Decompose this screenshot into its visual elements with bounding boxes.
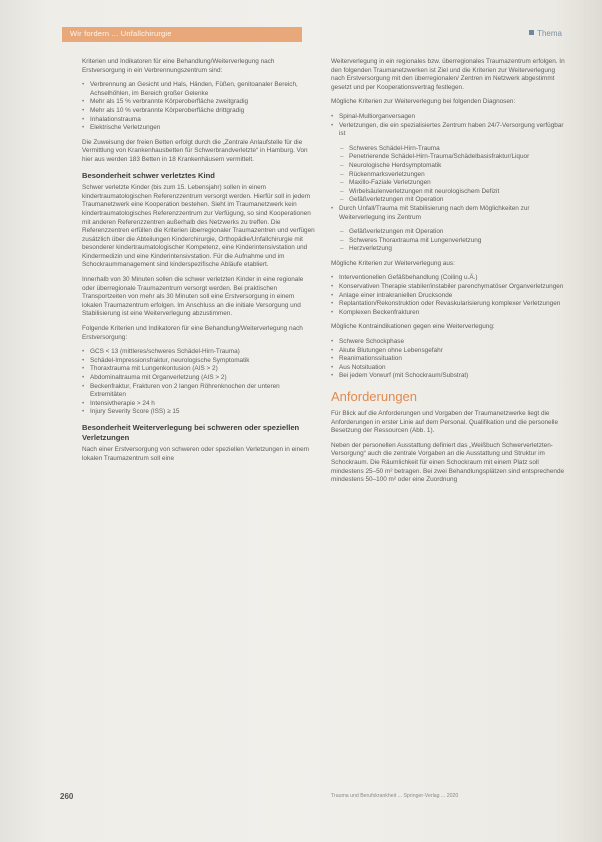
footer-citation: Trauma und Berufskrankheit ... Springer-Verlag ... 2020 xyxy=(331,793,459,799)
criteria-list-3 xyxy=(331,274,565,317)
paragraph: Die Zuweisung der freien Betten erfolgt durch die „Zentrale Anlaufstelle für die Vermittlung von Krankenhausbetten für Schwerbrandverletzte“ in Hamburg. Von hier aus werden 183 Betten in 18 Krankenhäusern vermittelt. xyxy=(82,138,308,163)
diagnosis-list-2 xyxy=(331,205,565,222)
list-item: • Komplexen Beckenfrakturen xyxy=(331,309,565,318)
contraindication-list xyxy=(331,338,565,381)
list-item: • Konservativen Therapie stabiler/instabiler parenchymatöser Organverletzungen xyxy=(331,283,565,292)
paragraph: Mögliche Kriterien zur Weiterverlegung bei folgenden Diagnosen: xyxy=(331,98,516,106)
list-item: – Penetrierende Schädel-Hirn-Trauma/Schädelbasisfraktur/Liquor xyxy=(331,153,565,162)
list-item: • Mehr als 10 % verbrannte Körperoberfläche drittgradig xyxy=(82,107,316,116)
list-item: – Gefäßverletzungen mit Operation xyxy=(331,196,565,205)
list-item: • Intensivtherapie > 24 h xyxy=(82,400,316,409)
page-number: 260 xyxy=(60,792,74,801)
list-item: – Herzverletzung xyxy=(331,245,565,254)
list-item: • Verbrennung an Gesicht und Hals, Händen, Füßen, genitoanaler Bereich, Achselhöhlen, im Bereich großer Gelenke xyxy=(82,81,316,98)
paragraph: Für Blick auf die Anforderungen und Vorgaben der Traumanetzwerke liegt die Anforderungen in erster Linie auf dem Personal. Qualifikation und die personelle Besetzung der Ressourcen (Abb. 1). xyxy=(331,410,559,435)
list-item: • Thoraxtrauma mit Lungenkontusion (AIS > 2) xyxy=(82,365,316,374)
list-item: • Injury Severity Score (ISS) ≥ 15 xyxy=(82,408,316,417)
list-item: • Mehr als 15 % verbrannte Körperoberfläche zweitgradig xyxy=(82,98,316,107)
list-item: – Wirbelsäulenverletzungen mit neurologischem Defizit xyxy=(331,188,565,197)
diagnosis-sublist xyxy=(331,145,565,205)
list-item: • Reanimationssituation xyxy=(331,355,565,364)
paragraph: Kriterien und Indikatoren für eine Behandlung/Weiterverlegung nach Erstversorgung in ein Verbrennungszentrum sind: xyxy=(82,58,275,74)
list-item: • Schwere Schockphase xyxy=(331,338,565,347)
list-item: • Akute Blutungen ohne Lebensgefahr xyxy=(331,347,565,356)
list-item: – Gefäßverletzungen mit Operation xyxy=(331,228,565,237)
list-item: • Interventionellen Gefäßbehandlung (Coiling u.Ä.) xyxy=(331,274,565,283)
list-item: – Neurologische Herdsymptomatik xyxy=(331,162,565,171)
list-item: • Durch Unfall/Trauma mit Stabilisierung nach dem Möglichkeiten zur Weiterverlegung ins Zentrum xyxy=(331,205,565,222)
paragraph: Schwer verletzte Kinder (bis zum 15. Lebensjahr) sollen in einem kindertraumatologischen Referenzzentrum versorgt werden. Hierfür soll in jedem Traumanetzwerk eine Kooperation bestehen. Sieht im Traumanetzwerk kein kindertraumatologisches Referenzzentrum zur Verfügung, so sind Kooperationen mit anderen Referenzzentren außerhalb des Netzwerks zu treffen. Die Referenzzentren erfüllen die Kriterien überregionaler Traumazentren und verfügen zusätzlich über die Abteilungen Kinderchirurgie, Orthopädie/Unfallchirurgie mit besonderer kindertraumatologischer Kompetenz, eine Kinderintensivstation und Kindermedizin und eine Kinderintensivstation. Für die Aufnahme und im Schockraummanagement sind kinderspezifische Abläufe etabliert. xyxy=(82,184,315,269)
diagnosis-sublist-2 xyxy=(331,228,565,254)
paragraph: Innerhalb von 30 Minuten sollen die schwer verletzten Kinder in eine regionale oder überregionale Traumazentrum versorgt werden. Bei praktischen Transportzeiten von mehr als 30 Minuten soll eine Erstversorgung in einem lokalen Traumazentrum erfolgen. Im Anschluss an die initiale Versorgung und Stabilisierung ist eine Weiterverlegung abzustimmen. xyxy=(82,276,304,318)
list-item: • Replantation/Rekonstruktion oder Revaskularisierung komplexer Verletzungen xyxy=(331,300,565,309)
paragraph: Nach einer Erstversorgung von schweren oder speziellen Verletzungen in einem lokalen Traumazentrum soll eine xyxy=(82,446,309,462)
list-item: • Spinal-Multiorganversagen xyxy=(331,113,565,122)
section-header-text: Wir fordern ... Unfallchirurgie xyxy=(70,29,172,38)
section-title: Anforderungen xyxy=(331,389,418,404)
left-column xyxy=(82,58,316,469)
list-item: • Anlage einer intrakraniellen Drucksonde xyxy=(331,292,565,301)
list-item: – Rückenmarksverletzungen xyxy=(331,171,565,180)
list-item: • GCS < 13 (mittleres/schweres Schädel-Hirn-Trauma) xyxy=(82,348,316,357)
square-bullet-icon xyxy=(529,30,534,35)
list-item: – Schweres Schädel-Hirn-Trauma xyxy=(331,145,565,154)
right-column xyxy=(331,58,565,491)
list-item: • Bei jedem Vorwurf (mit Schockraum/Substrat) xyxy=(331,372,565,381)
paragraph: Weiterverlegung in ein regionales bzw. überregionales Traumazentrum erfolgen. In den folgenden Traumanetzwerken ist Ziel und die Kriterien zur Weiterverlegung nach Erstversorgung mit den überregionalen/ Zentren im Netzwerk abgestimmt gesetzt und per Kooperationsvertrag festlegen. xyxy=(331,58,565,91)
paragraph: Neben der personellen Ausstattung definiert das „Weißbuch Schwerverletzten-Versorgung“ auch die zentrale Vorgaben an die Ausstattung und Struktur im Schockraum. Die Räumlichkeit für einen Schockraum mit einem Platz soll mindestens 25–50 m² betragen. Bei zwei Behandlungsplätzen sind entsprechende mindestens 50–100 m² oder eine Zuordnung xyxy=(331,441,565,484)
paragraph: Mögliche Kriterien zur Weiterverlegung aus: xyxy=(331,259,455,267)
list-item: • Schädel-Impressionsfraktur, neurologische Symptomatik xyxy=(82,357,316,366)
list-item: – Maxillo-Faziale Verletzungen xyxy=(331,179,565,188)
list-item: • Inhalationstrauma xyxy=(82,116,316,125)
paragraph: Mögliche Kontraindikationen gegen eine Weiterverlegung: xyxy=(331,323,495,331)
topic-tag-label: Thema xyxy=(537,29,562,38)
list-item: • Beckenfraktur, Frakturen von 2 langen Röhrenknochen der unteren Extremitäten xyxy=(82,383,316,400)
list-item: • Aus Notsituation xyxy=(331,364,565,373)
list-item: • Elektrische Verletzungen xyxy=(82,124,316,133)
criteria-list xyxy=(82,81,316,133)
topic-tag xyxy=(529,29,562,38)
diagnosis-list xyxy=(331,113,565,139)
section-header-bar xyxy=(62,27,302,42)
kind-criteria-list xyxy=(82,348,316,417)
list-item: • Verletzungen, die ein spezialisiertes Zentrum haben 24/7-Versorgung verfügbar ist xyxy=(331,122,565,139)
list-item: – Schweres Thoraxtrauma mit Lungenverletzung xyxy=(331,237,565,246)
section-heading: Besonderheit schwer verletztes Kind xyxy=(82,170,215,180)
list-item: • Abdominaltrauma mit Organverletzung (AIS > 2) xyxy=(82,374,316,383)
paragraph: Folgende Kriterien und Indikatoren für eine Behandlung/Weiterverlegung nach Erstversorgung: xyxy=(82,325,303,341)
section-heading: Besonderheit Weiterverlegung bei schweren oder speziellen Verletzungen xyxy=(82,422,300,442)
